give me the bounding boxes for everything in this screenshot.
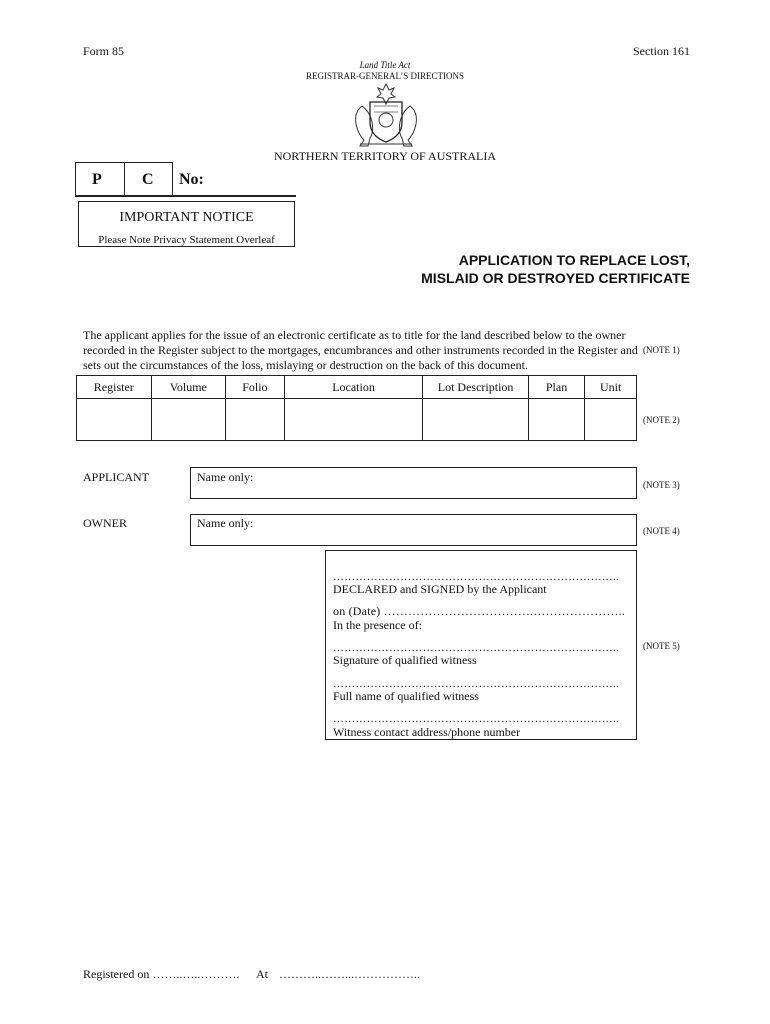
register-cell[interactable] <box>77 399 152 441</box>
plan-cell[interactable] <box>528 399 585 441</box>
applicant-name-field[interactable] <box>190 467 637 499</box>
witness-name-label: Full name of qualified witness <box>333 689 479 703</box>
column-lot-description: Lot Description <box>423 376 528 399</box>
table-header-row <box>77 376 637 399</box>
at-label: At <box>256 967 268 981</box>
owner-name-field[interactable] <box>190 514 637 546</box>
intro-line-2: recorded in the Register subject to the mortgages, encumbrances and other instruments recorded in the Register and <box>83 343 638 357</box>
note-4: (NOTE 4) <box>643 526 680 536</box>
declared-signed-text: DECLARED and SIGNED by the Applicant <box>333 582 547 596</box>
important-notice-title: IMPORTANT NOTICE <box>119 210 254 225</box>
coat-of-arms-emblem <box>340 82 432 148</box>
column-plan: Plan <box>528 376 585 399</box>
note-3: (NOTE 3) <box>643 480 680 490</box>
presence-text: In the presence of: <box>333 618 422 632</box>
registered-on-line[interactable]: Registered on ……..…..………. <box>83 967 240 981</box>
owner-label: OWNER <box>83 516 127 530</box>
c-label: C <box>142 171 154 188</box>
volume-cell[interactable] <box>151 399 226 441</box>
applicant-signature-line[interactable]: ………………………………………………………………….. <box>333 571 619 583</box>
location-cell[interactable] <box>284 399 423 441</box>
witness-contact-label: Witness contact address/phone number <box>333 725 521 739</box>
lot-description-cell[interactable] <box>423 399 528 441</box>
land-description-table <box>76 375 637 441</box>
act-name: Land Title Act <box>359 60 411 70</box>
office-box-underline <box>75 195 296 197</box>
directions-heading: REGISTRAR-GENERAL’S DIRECTIONS <box>306 71 464 81</box>
section-number: Section 161 <box>633 44 690 58</box>
applicant-label: APPLICANT <box>83 470 150 484</box>
declaration-date-line[interactable]: on (Date) ……………………………….………………….. <box>333 604 626 618</box>
witness-contact-line[interactable]: ………………………………………………………………….. <box>333 713 619 725</box>
column-unit: Unit <box>585 376 637 399</box>
applicant-field-label: Name only: <box>197 470 254 484</box>
form-title-line2: MISLAID OR DESTROYED CERTIFICATE <box>421 270 690 286</box>
owner-field-label: Name only: <box>197 516 254 530</box>
folio-cell[interactable] <box>226 399 285 441</box>
witness-signature-line[interactable]: ………………………………………………………………….. <box>333 642 619 654</box>
intro-line-3: sets out the circumstances of the loss, mislaying or destruction on the back of this document. <box>83 358 528 372</box>
table-row <box>77 399 637 441</box>
form-title-line1: APPLICATION TO REPLACE LOST, <box>458 252 690 268</box>
territory-heading: NORTHERN TERRITORY OF AUSTRALIA <box>273 149 497 163</box>
unit-cell[interactable] <box>585 399 637 441</box>
privacy-notice-text: Please Note Privacy Statement Overleaf <box>98 234 275 246</box>
p-label: P <box>92 171 102 188</box>
witness-name-line[interactable]: ………………………………………………………………….. <box>333 678 619 690</box>
at-location-line[interactable]: ………..……...…………….. <box>279 967 420 981</box>
column-volume: Volume <box>151 376 226 399</box>
number-label: No: <box>179 171 204 188</box>
witness-signature-label: Signature of qualified witness <box>333 653 477 667</box>
form-number: Form 85 <box>83 44 125 58</box>
note-2: (NOTE 2) <box>643 415 680 425</box>
column-folio: Folio <box>226 376 285 399</box>
column-register: Register <box>77 376 152 399</box>
office-box-divider <box>124 162 125 196</box>
note-5: (NOTE 5) <box>643 641 680 651</box>
intro-line-1: The applicant applies for the issue of an electronic certificate as to title for the land described below to the owner <box>83 328 626 342</box>
note-1: (NOTE 1) <box>643 345 680 355</box>
column-location: Location <box>284 376 423 399</box>
